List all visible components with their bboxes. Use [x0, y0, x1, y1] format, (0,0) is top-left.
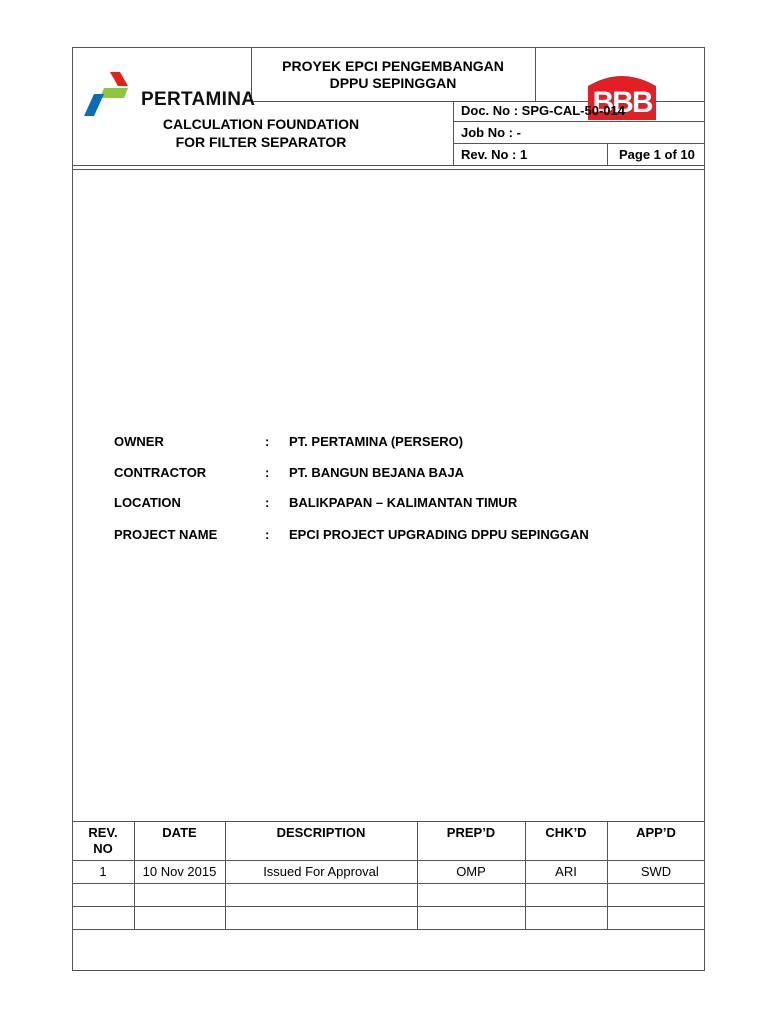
- info-separator: :: [265, 434, 270, 449]
- document-title-line2: FOR FILTER SEPARATOR: [175, 134, 347, 150]
- info-label: LOCATION: [114, 495, 181, 510]
- header-hline-3: [453, 143, 705, 144]
- document-title-line1: CALCULATION FOUNDATION: [162, 116, 360, 132]
- info-label: CONTRACTOR: [114, 465, 207, 480]
- rev-header-line2: NO: [93, 841, 113, 856]
- rev-table-top: [72, 821, 705, 822]
- rev-table-header-bottom: [72, 860, 705, 861]
- rev-table-cell-appd: SWD: [640, 864, 672, 879]
- header-divider: [72, 165, 705, 166]
- info-value: PT. PERTAMINA (PERSERO): [289, 434, 464, 449]
- rev-table-header-rev: [72, 825, 134, 857]
- document-title: [150, 115, 372, 151]
- info-row-location: [114, 495, 674, 527]
- header-hline-2: [453, 121, 705, 122]
- rev-header-line1: REV.: [88, 825, 118, 840]
- rev-table-header-prepd: PREP’D: [446, 825, 496, 840]
- rev-table-cell-rev: 1: [99, 864, 107, 879]
- info-separator: :: [265, 527, 270, 542]
- bbb-logo-text: BBB: [592, 86, 652, 119]
- page-number: Page 1 of 10: [619, 147, 695, 162]
- rev-table-header-description: DESCRIPTION: [276, 825, 366, 840]
- rev-table-row1-bottom: [72, 883, 705, 884]
- rev-table-header-date: DATE: [162, 825, 197, 840]
- info-row-owner: [114, 434, 674, 465]
- revision-number: Rev. No : 1: [461, 147, 528, 162]
- info-row-project-name: [114, 527, 674, 557]
- header-vline-right-top: [535, 47, 536, 101]
- pertamina-logo-text: PERTAMINA: [141, 89, 256, 110]
- info-separator: :: [265, 495, 270, 510]
- header-vline-mid: [453, 101, 454, 165]
- info-label: PROJECT NAME: [114, 527, 218, 542]
- info-value: BALIKPAPAN – KALIMANTAN TIMUR: [289, 495, 518, 510]
- info-value: EPCI PROJECT UPGRADING DPPU SEPINGGAN: [289, 527, 589, 542]
- header-divider-inner: [72, 169, 705, 170]
- project-title-line1: PROYEK EPCI PENGEMBANGAN: [282, 58, 504, 74]
- header-vline-page: [607, 143, 608, 165]
- rev-table-header-chkd: CHK’D: [545, 825, 587, 840]
- rev-table-cell-chkd: ARI: [555, 864, 577, 879]
- rev-table-cell-description: Issued For Approval: [263, 864, 379, 879]
- rev-table-cell-prepd: OMP: [456, 864, 486, 879]
- info-row-contractor: [114, 465, 674, 495]
- rev-table-row2-bottom: [72, 906, 705, 907]
- pertamina-logo-icon: [84, 72, 136, 116]
- project-info: [114, 434, 674, 557]
- rev-table-bottom: [72, 929, 705, 930]
- doc-number: Doc. No : SPG-CAL-50-014: [461, 103, 625, 118]
- rev-table-header-appd: APP’D: [636, 825, 676, 840]
- project-title: [251, 58, 535, 92]
- project-title-line2: DPPU SEPINGGAN: [329, 75, 457, 91]
- info-value: PT. BANGUN BEJANA BAJA: [289, 465, 465, 480]
- info-label: OWNER: [114, 434, 164, 449]
- job-number: Job No : -: [461, 125, 521, 140]
- info-separator: :: [265, 465, 270, 480]
- rev-table-cell-date: 10 Nov 2015: [142, 864, 217, 879]
